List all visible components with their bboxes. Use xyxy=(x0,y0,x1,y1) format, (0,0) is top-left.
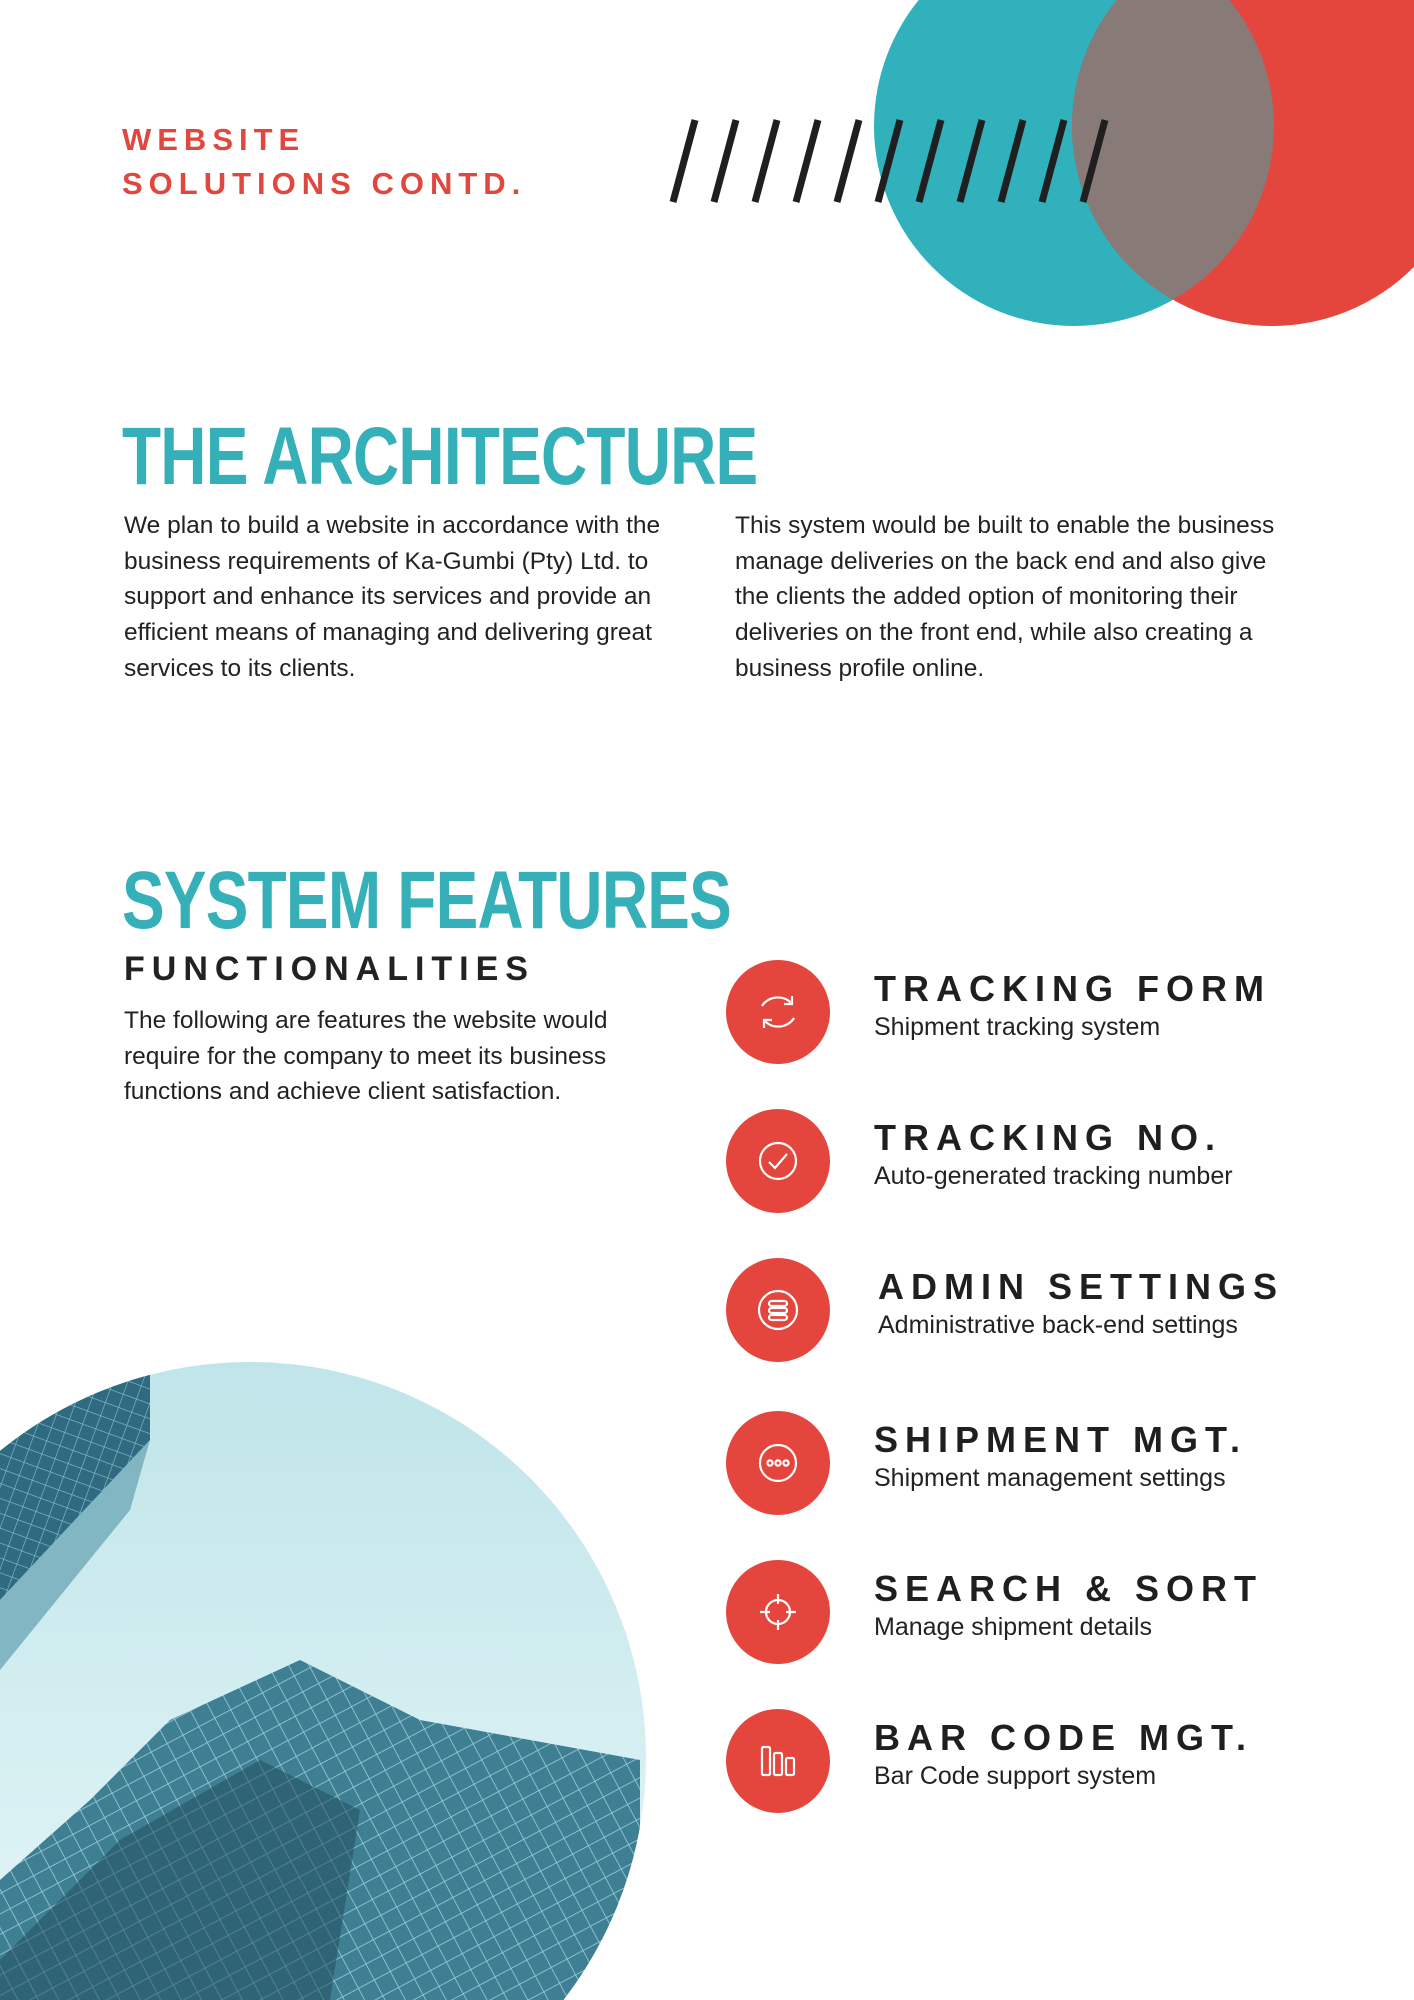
eyebrow-line-1: WEBSITE xyxy=(122,122,306,157)
check-circle-icon xyxy=(726,1109,830,1213)
feature-item-bar-code-mgt xyxy=(726,1709,1376,1819)
feature-description: Shipment management settings xyxy=(874,1464,1226,1492)
feature-name: TRACKING FORM xyxy=(874,968,1271,1009)
architecture-right-paragraph: This system would be built to enable the business manage deliveries on the back end and also give the clients the added option of monitoring their deliveries on the front end, while also creating a business profile online. xyxy=(735,512,1275,682)
list-icon xyxy=(726,1258,830,1362)
feature-name: TRACKING NO. xyxy=(874,1117,1222,1158)
feature-name: SEARCH & SORT xyxy=(874,1568,1264,1609)
feature-item-shipment-mgt xyxy=(726,1411,1376,1521)
feature-description: Administrative back-end settings xyxy=(878,1311,1238,1339)
feature-name: ADMIN SETTINGS xyxy=(878,1266,1285,1307)
feature-item-tracking-no xyxy=(726,1109,1376,1219)
eyebrow-line-2: SOLUTIONS CONTD. xyxy=(122,166,527,201)
feature-description: Bar Code support system xyxy=(874,1762,1157,1790)
feature-name: SHIPMENT MGT. xyxy=(874,1419,1248,1460)
refresh-icon xyxy=(726,960,830,1064)
features-subtitle: FUNCTIONALITIES xyxy=(124,950,535,988)
bar-code-icon xyxy=(726,1709,830,1813)
architecture-left-paragraph: We plan to build a website in accordance with the business requirements of Ka-Gumbi (Pty) Ltd. to support and enhance its services and provide an efficient means of managing and delivering great services to its clients. xyxy=(124,512,661,682)
section-eyebrow xyxy=(122,118,642,206)
more-icon xyxy=(726,1411,830,1515)
feature-description: Auto-generated tracking number xyxy=(874,1162,1233,1190)
features-description: The following are features the website would require for the company to meet its business functions and achieve client satisfaction. xyxy=(124,1007,608,1106)
feature-item-search-sort xyxy=(726,1560,1376,1670)
feature-description: Manage shipment details xyxy=(874,1613,1152,1641)
architecture-title: THE ARCHITECTURE xyxy=(122,411,758,502)
feature-item-admin-settings xyxy=(726,1258,1376,1368)
building-photo xyxy=(0,1200,700,2000)
feature-item-tracking-form xyxy=(726,960,1376,1070)
crosshair-icon xyxy=(726,1560,830,1664)
feature-name: BAR CODE MGT. xyxy=(874,1717,1253,1758)
feature-description: Shipment tracking system xyxy=(874,1013,1161,1041)
features-title: SYSTEM FEATURES xyxy=(122,855,732,946)
